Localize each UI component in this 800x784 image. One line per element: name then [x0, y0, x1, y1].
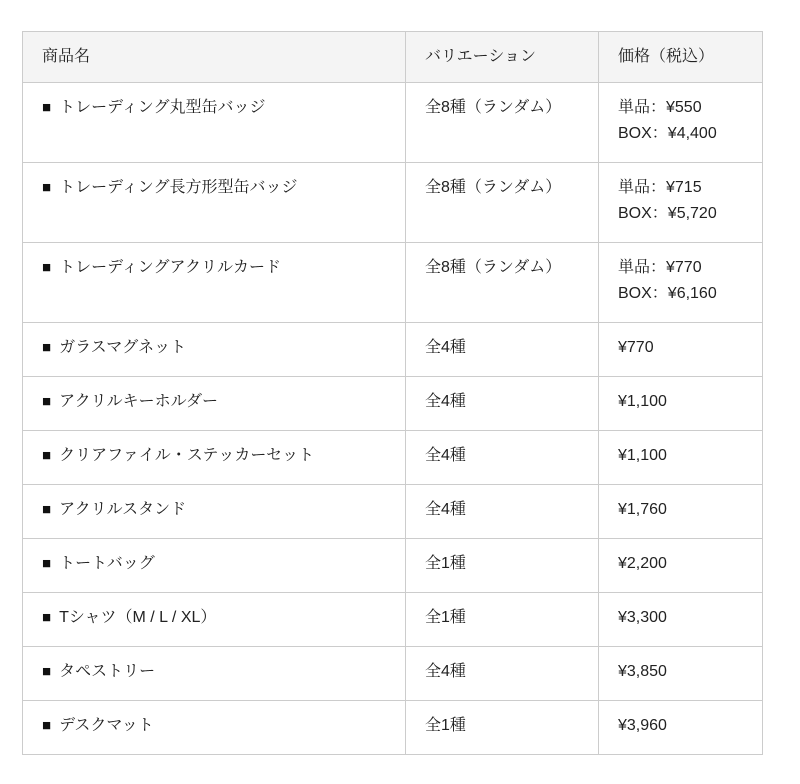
bullet-square-icon: ■: [42, 663, 52, 680]
bullet-square-icon: ■: [42, 501, 52, 518]
price-cell: [599, 377, 763, 431]
variation-cell: 全1種: [406, 539, 599, 593]
price-cell: [599, 701, 763, 755]
product-name-cell: [23, 323, 406, 377]
header-row: [23, 32, 763, 83]
table-row: [23, 83, 763, 163]
table-row: [23, 431, 763, 485]
product-name-cell: [23, 377, 406, 431]
bullet-square-icon: ■: [42, 609, 52, 626]
product-name-cell: [23, 163, 406, 243]
product-name-cell: [23, 83, 406, 163]
product-name-text: アクリルキーホルダー: [59, 393, 218, 410]
price-line: ¥1,100: [618, 393, 667, 410]
table-row: [23, 647, 763, 701]
price-line: BOX：¥6,160: [618, 285, 717, 302]
price-line: 単品：¥770: [618, 259, 702, 276]
price-line: ¥3,960: [618, 717, 667, 734]
variation-cell: 全8種（ランダム）: [406, 243, 599, 323]
price-line: ¥770: [618, 339, 654, 356]
price-line: ¥3,300: [618, 609, 667, 626]
table-row: [23, 323, 763, 377]
price-line: 単品：¥715: [618, 179, 702, 196]
variation-cell: 全8種（ランダム）: [406, 163, 599, 243]
header-product-name: 商品名: [23, 32, 406, 83]
variation-cell: 全4種: [406, 377, 599, 431]
bullet-square-icon: ■: [42, 393, 52, 410]
price-line: 単品：¥550: [618, 99, 702, 116]
product-name-text: クリアファイル・ステッカーセット: [59, 447, 315, 464]
price-cell: [599, 539, 763, 593]
price-line: ¥3,850: [618, 663, 667, 680]
price-cell: [599, 163, 763, 243]
product-name-text: トレーディング長方形型缶バッジ: [59, 179, 298, 196]
price-line: ¥1,760: [618, 501, 667, 518]
bullet-square-icon: ■: [42, 447, 52, 464]
bullet-square-icon: ■: [42, 339, 52, 356]
product-name-text: Tシャツ（M / L / XL）: [59, 609, 217, 626]
bullet-square-icon: ■: [42, 717, 52, 734]
product-name-cell: [23, 431, 406, 485]
price-cell: [599, 485, 763, 539]
price-cell: [599, 323, 763, 377]
bullet-square-icon: ■: [42, 99, 52, 116]
product-name-text: トレーディング丸型缶バッジ: [59, 99, 266, 116]
product-name-text: タペストリー: [59, 663, 156, 680]
product-name-cell: [23, 647, 406, 701]
bullet-square-icon: ■: [42, 179, 52, 196]
table-row: [23, 163, 763, 243]
table-row: [23, 539, 763, 593]
product-name-text: ガラスマグネット: [59, 339, 187, 356]
product-price-table-container: [22, 31, 762, 755]
price-cell: [599, 243, 763, 323]
product-name-cell: [23, 485, 406, 539]
variation-cell: 全4種: [406, 485, 599, 539]
price-line: BOX：¥5,720: [618, 205, 717, 222]
table-row: [23, 485, 763, 539]
product-name-cell: [23, 701, 406, 755]
product-name-text: トレーディングアクリルカード: [59, 259, 281, 276]
variation-cell: 全4種: [406, 431, 599, 485]
table-row: [23, 377, 763, 431]
product-name-cell: [23, 539, 406, 593]
price-line: ¥1,100: [618, 447, 667, 464]
product-name-text: トートバッグ: [59, 555, 155, 572]
variation-cell: 全1種: [406, 593, 599, 647]
bullet-square-icon: ■: [42, 259, 52, 276]
variation-cell: 全1種: [406, 701, 599, 755]
price-cell: [599, 593, 763, 647]
product-price-table: [22, 31, 763, 755]
price-cell: [599, 647, 763, 701]
product-name-text: アクリルスタンド: [59, 501, 187, 518]
price-cell: [599, 431, 763, 485]
header-price: 価格（税込）: [599, 32, 763, 83]
price-line: BOX：¥4,400: [618, 125, 717, 142]
variation-cell: 全8種（ランダム）: [406, 83, 599, 163]
product-name-cell: [23, 243, 406, 323]
price-cell: [599, 83, 763, 163]
variation-cell: 全4種: [406, 323, 599, 377]
header-variation: バリエーション: [406, 32, 599, 83]
product-name-cell: [23, 593, 406, 647]
table-row: [23, 701, 763, 755]
product-name-text: デスクマット: [59, 717, 154, 734]
table-row: [23, 593, 763, 647]
bullet-square-icon: ■: [42, 555, 52, 572]
table-row: [23, 243, 763, 323]
table-header: [23, 32, 763, 83]
price-line: ¥2,200: [618, 555, 667, 572]
variation-cell: 全4種: [406, 647, 599, 701]
table-body: [23, 83, 763, 755]
